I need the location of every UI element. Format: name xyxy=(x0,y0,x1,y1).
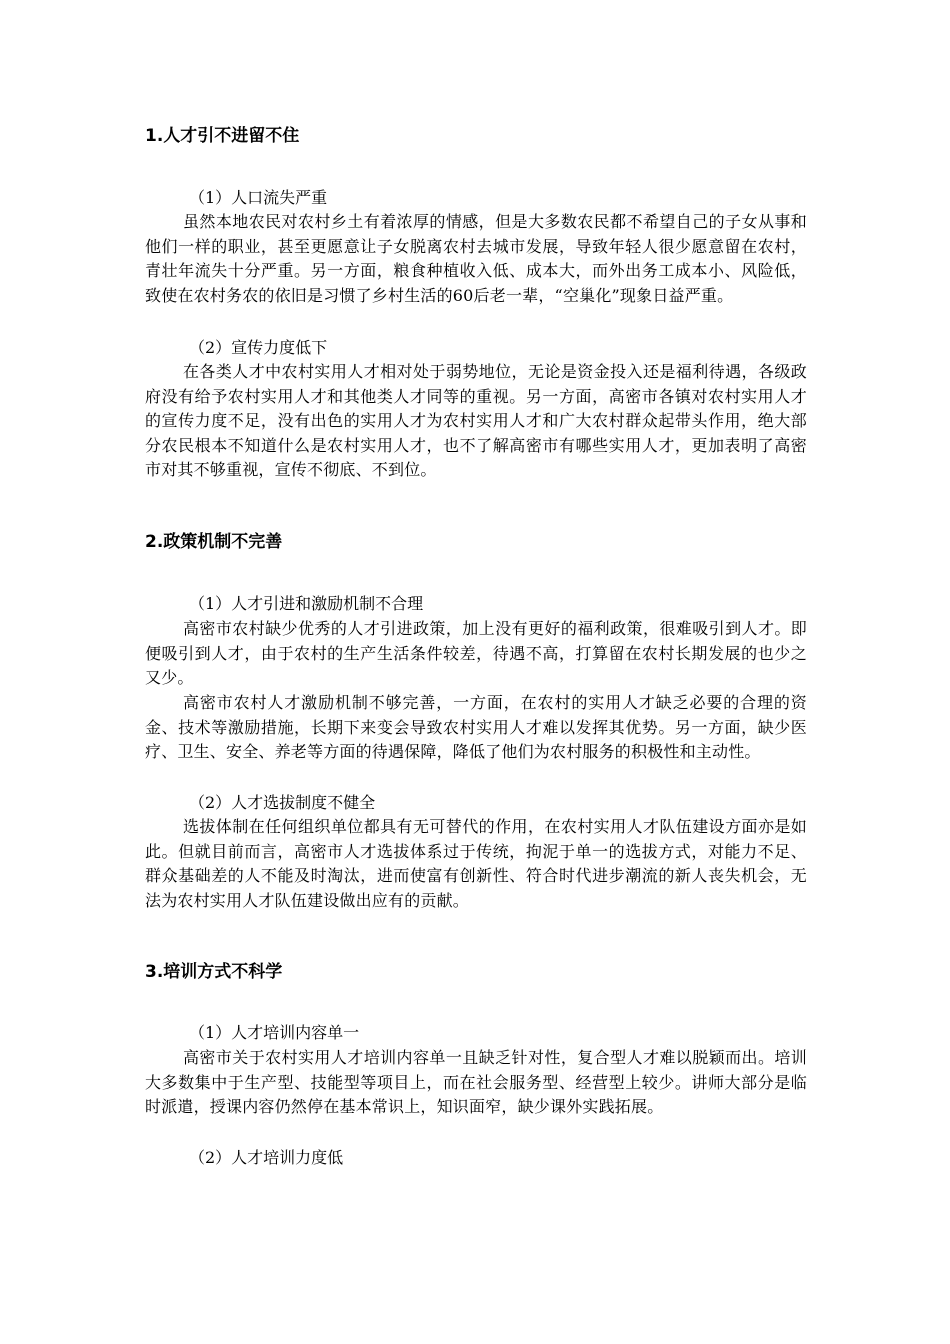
paragraph-2-3: 选拔体制在任何组织单位都具有无可替代的作用，在农村实用人才队伍建设方面亦是如此。但就目前而言，高密市人才选拔体系过于传统，拘泥于单一的选拔方式，对能力不足、群众基础差的人不能及时淘汰，进而使富有创新性、符合时代进步潮流的新人丧失机会，无法为农村实用人才队伍建设做出应有的贡献。 xyxy=(145,817,807,910)
paragraph-1-2: 在各类人才中农村实用人才相对处于弱势地位，无论是资金投入还是福利待遇，各级政府没有给予农村实用人才和其他类人才同等的重视。另一方面，高密市各镇对农村实用人才的宣传力度不足，没有出色的实用人才为农村实用人才和广大农村群众起带头作用，绝大部分农民根本不知道什么是农村实用人才，也不了解高密市有哪些实用人才，更加表明了高密市对其不够重视，宣传不彻底、不到位。 xyxy=(145,362,807,479)
paragraph-2-2: 高密市农村人才激励机制不够完善，一方面，在农村的实用人才缺乏必要的合理的资金、技术等激励措施，长期下来变会导致农村实用人才难以发挥其优势。另一方面，缺少医疗、卫生、安全、养老等方面的待遇保障，降低了他们为农村服务的积极性和主动性。 xyxy=(145,693,807,761)
paragraph-1-1: 虽然本地农民对农村乡土有着浓厚的情感，但是大多数农民都不希望自己的子女从事和他们一样的职业，甚至更愿意让子女脱离农村去城市发展，导致年轻人很少愿意留在农村，青壮年流失十分严重。另一方面，粮食种植收入低、成本大，而外出务工成本小、风险低，致使在农村务农的依旧是习惯了乡村生活的60后老一辈，“空巢化”现象日益严重。 xyxy=(145,212,807,305)
subheading-2-2: （2）人才选拔制度不健全 xyxy=(189,793,376,812)
subheading-2-1: （1）人才引进和激励机制不合理 xyxy=(189,594,424,613)
paragraph-2-1: 高密市农村缺少优秀的人才引进政策，加上没有更好的福利政策，很难吸引到人才。即便吸引到人才，由于农村的生产生活条件较差，待遇不高，打算留在农村长期发展的也少之又少。 xyxy=(145,619,807,687)
subheading-1-2: （2）宣传力度低下 xyxy=(189,338,328,357)
subheading-3-1: （1）人才培训内容单一 xyxy=(189,1023,360,1042)
subheading-1-1: （1）人口流失严重 xyxy=(189,188,328,207)
section-heading-2: 2.政策机制不完善 xyxy=(145,532,283,552)
section-heading-3: 3.培训方式不科学 xyxy=(145,962,283,982)
paragraph-3-1: 高密市关于农村实用人才培训内容单一且缺乏针对性，复合型人才难以脱颖而出。培训大多数集中于生产型、技能型等项目上，而在社会服务型、经营型上较少。讲师大部分是临时派遣，授课内容仍然停在基本常识上，知识面窄，缺少课外实践拓展。 xyxy=(145,1048,807,1116)
section-heading-1: 1.人才引不进留不住 xyxy=(145,126,300,146)
subheading-3-2: （2）人才培训力度低 xyxy=(189,1148,344,1167)
